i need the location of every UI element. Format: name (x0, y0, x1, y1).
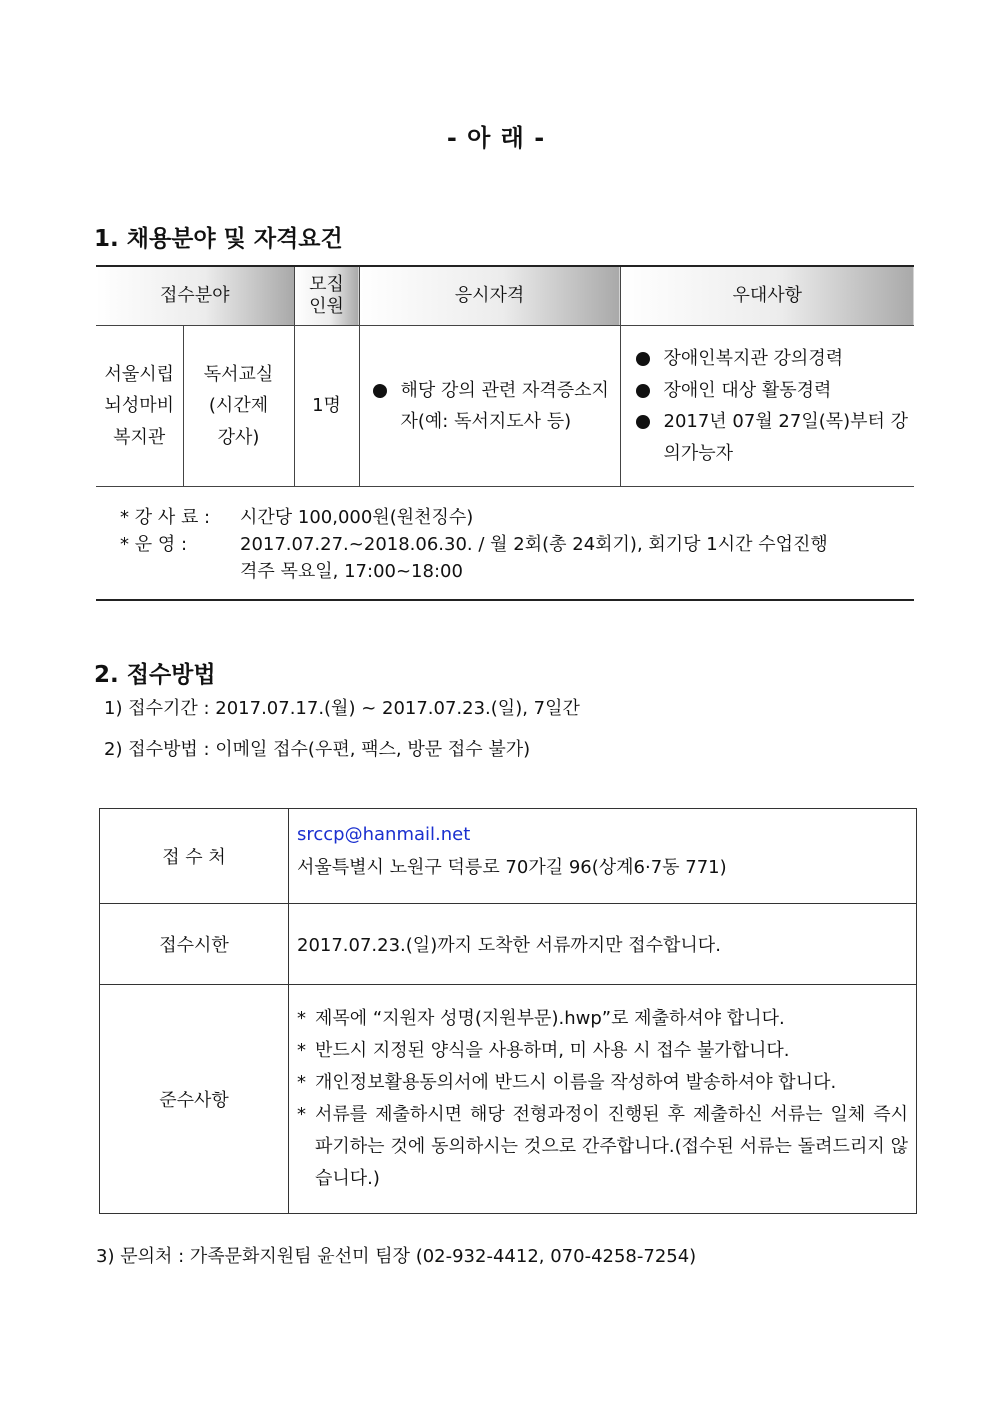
note-fee (120, 504, 473, 531)
table-row (100, 904, 917, 985)
rule-item: * 개인정보활용동의서에 반드시 이름을 작성하여 발송하셔야 합니다. (297, 1067, 908, 1099)
job-line: 강사) (217, 426, 260, 448)
rule-item: * 반드시 지정된 양식을 사용하며, 미 사용 시 접수 불가합니다. (297, 1035, 908, 1067)
preference-text: 장애인 대상 활동경력 (663, 379, 832, 401)
note-fee-value: 시간당 100,000원(원천징수) (240, 507, 474, 528)
table-row (100, 985, 917, 1214)
notes-block (96, 502, 914, 601)
preference-item (634, 375, 910, 407)
header-qualification: 응시자격 (359, 266, 620, 326)
recruitment-table-header (96, 266, 914, 326)
section1-title: 1. 채용분야 및 자격요건 (94, 226, 343, 252)
job-cell (183, 326, 294, 487)
bullet-icon (373, 384, 387, 398)
receiver-value (289, 809, 917, 904)
deadline-value: 2017.07.23.(일)까지 도착한 서류까지만 접수합니다. (289, 904, 917, 985)
org-line: 뇌성마비 (104, 395, 175, 417)
table-row (100, 809, 917, 904)
header-count (294, 266, 359, 326)
qualification-item (371, 375, 615, 438)
rules-value (289, 985, 917, 1214)
note-fee-label: * 강 사 료 : (120, 507, 211, 528)
header-field: 접수분야 (96, 266, 294, 326)
org-line: 서울시립 (104, 363, 175, 385)
qualification-text: 해당 강의 관련 자격증소지자(예: 독서지도사 등) (400, 379, 609, 432)
job-line: (시간제 (208, 395, 269, 417)
deadline-label: 접수시한 (100, 904, 289, 985)
submission-table (99, 808, 917, 1214)
count-cell: 1명 (294, 326, 359, 487)
section2-title: 2. 접수방법 (94, 662, 216, 688)
application-method: 2) 접수방법 : 이메일 접수(우편, 팩스, 방문 접수 불가) (104, 739, 531, 760)
preference-text: 장애인복지관 강의경력 (663, 348, 844, 369)
bullet-icon (636, 384, 650, 398)
note-op-label: * 운 영 : (120, 534, 188, 555)
job-line: 독서교실 (203, 363, 274, 385)
bullet-icon (636, 415, 650, 429)
address-text: 서울특별시 노원구 덕릉로 70가길 96(상계6·7동 771) (297, 857, 727, 878)
header-count-line2: 인원 (309, 296, 344, 317)
recruitment-table (96, 265, 914, 487)
bullet-icon (636, 352, 650, 366)
preference-item (634, 406, 910, 469)
header-count-line1: 모집 (309, 273, 344, 295)
receiver-label: 접 수 처 (100, 809, 289, 904)
table-row (96, 326, 914, 487)
page-heading: - 아 래 - (446, 124, 546, 152)
preference-item (634, 343, 910, 375)
rule-item: * 서류를 제출하시면 해당 전형과정이 진행된 후 제출하신 서류는 일체 즉시 파기하는 것에 동의하시는 것으로 간주합니다.(접수된 서류는 돌려드리지 않습니다.) (297, 1099, 908, 1195)
qualification-cell (359, 326, 620, 487)
preference-cell (620, 326, 914, 487)
header-preference: 우대사항 (620, 266, 914, 326)
note-operation (120, 531, 828, 558)
email-link[interactable]: srccp@hanmail.net (297, 824, 471, 845)
org-line: 복지관 (113, 426, 166, 448)
preference-text: 2017년 07월 27일(목)부터 강의가능자 (663, 411, 909, 464)
org-cell (96, 326, 183, 487)
note-op-value: 2017.07.27.~2018.06.30. / 월 2회(총 24회기), 회기당 1시간 수업진행 (240, 534, 828, 555)
application-period: 1) 접수기간 : 2017.07.17.(월) ~ 2017.07.23.(일), 7일간 (104, 698, 580, 719)
contact-info: 3) 문의처 : 가족문화지원팀 윤선미 팀장 (02-932-4412, 070-4258-7254) (96, 1246, 697, 1267)
rule-item: * 제목에 “지원자 성명(지원부문).hwp”로 제출하셔야 합니다. (297, 1003, 908, 1035)
rules-label: 준수사항 (100, 985, 289, 1214)
note-op-schedule: 격주 목요일, 17:00~18:00 (240, 561, 463, 582)
